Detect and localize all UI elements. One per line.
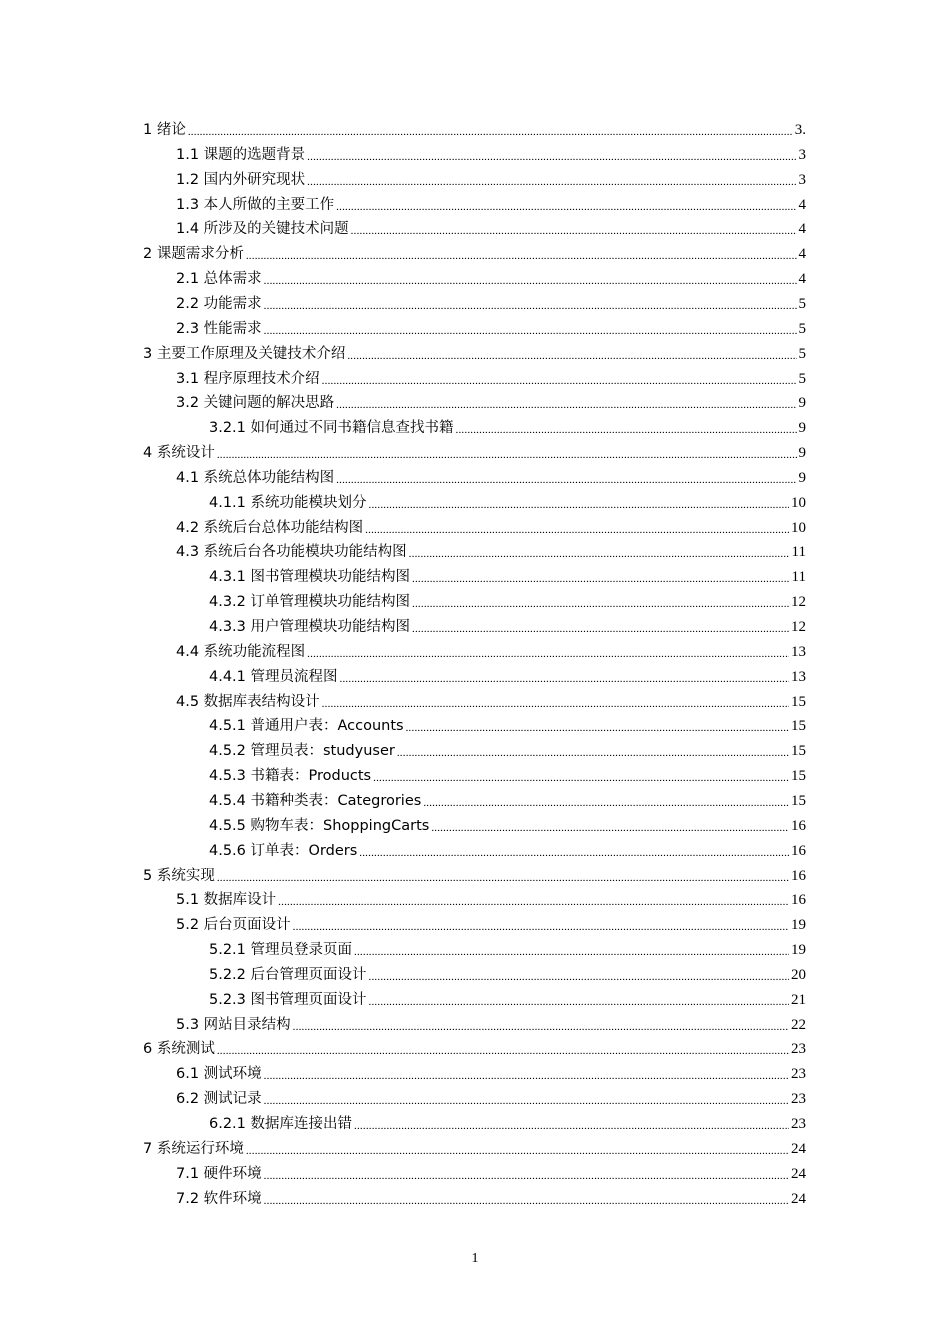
toc-dot-leader [354,1119,789,1133]
toc-entry[interactable] [176,539,806,561]
toc-dot-leader [246,1144,789,1158]
toc-entry[interactable] [176,515,806,537]
toc-dot-leader [217,1044,789,1058]
toc-entry[interactable] [143,1036,806,1058]
toc-entry-page: 24 [791,1165,806,1182]
toc-entry-page: 19 [791,942,806,959]
toc-entry-label: 6.2 测试记录 [176,1091,262,1108]
toc-entry[interactable] [176,1086,806,1108]
toc-entry[interactable] [176,366,806,388]
toc-entry-label: 3 主要工作原理及关键技术介绍 [143,345,346,362]
toc-entry-page: 9 [798,445,806,462]
toc-entry[interactable] [143,341,806,363]
toc-entry[interactable] [209,763,806,785]
toc-entry-label: 2.2 功能需求 [176,295,262,312]
toc-entry-label: 6.1 测试环境 [176,1066,262,1083]
toc-entry-label: 1.3 本人所做的主要工作 [176,196,335,213]
toc-entry-label: 5.1 数据库设计 [176,892,277,909]
toc-dot-leader [264,1194,789,1208]
toc-entry-label: 2 课题需求分析 [143,246,244,263]
toc-entry[interactable] [176,887,806,909]
toc-entry-label: 3.2.1 如何通过不同书籍信息查找书籍 [209,420,454,437]
toc-entry[interactable] [176,316,806,338]
toc-entry[interactable] [209,564,806,586]
toc-entry[interactable] [209,962,806,984]
toc-dot-leader [307,647,789,661]
toc-entry-page: 10 [791,494,806,511]
toc-dot-leader [293,920,789,934]
toc-entry-label: 1.4 所涉及的关键技术问题 [176,221,349,238]
toc-dot-leader [264,299,797,313]
toc-entry-page: 15 [791,718,806,735]
toc-entry-page: 5 [798,295,806,312]
toc-dot-leader [293,1020,789,1034]
toc-dot-leader [431,821,789,835]
toc-entry-label: 4.5.6 订单表：Orders [209,842,358,859]
toc-entry-page: 4 [798,271,806,288]
toc-entry-label: 4.5.5 购物车表：ShoppingCarts [209,817,430,834]
toc-entry-label: 7 系统运行环境 [143,1140,244,1157]
toc-entry-label: 4.5.4 书籍种类表：Categrories [209,792,422,809]
toc-entry[interactable] [143,440,806,462]
toc-entry-page: 13 [791,668,806,685]
toc-entry-label: 4.4.1 管理员流程图 [209,668,338,685]
toc-entry[interactable] [143,1136,806,1158]
toc-entry-label: 4.3.1 图书管理模块功能结构图 [209,569,411,586]
toc-entry-page: 21 [791,991,806,1008]
toc-entry-label: 5.2.3 图书管理页面设计 [209,991,367,1008]
toc-entry[interactable] [176,1186,806,1208]
toc-entry[interactable] [209,589,806,611]
toc-entry-page: 15 [791,792,806,809]
page-number: 1 [471,1251,479,1266]
toc-entry[interactable] [176,1161,806,1183]
toc-entry-page: 13 [791,643,806,660]
toc-entry[interactable] [209,838,806,860]
toc-entry-label: 1.1 课题的选题背景 [176,146,306,163]
toc-entry[interactable] [143,117,806,139]
toc-dot-leader [369,498,789,512]
toc-entry-label: 4 系统设计 [143,445,215,462]
toc-dot-leader [246,249,797,263]
toc-entry[interactable] [209,415,806,437]
toc-dot-leader [397,746,789,760]
toc-entry-page: 24 [791,1140,806,1157]
toc-entry-page: 9 [798,420,806,437]
toc-entry-page: 15 [791,768,806,785]
toc-entry[interactable] [143,241,806,263]
toc-entry-label: 4.5.1 普通用户表：Accounts [209,718,404,735]
toc-entry-page: 15 [791,693,806,710]
toc-entry-label: 7.1 硬件环境 [176,1165,262,1182]
toc-entry-page: 15 [791,743,806,760]
toc-dot-leader [347,349,796,363]
toc-entry[interactable] [176,266,806,288]
toc-entry-page: 4 [798,221,806,238]
toc-dot-leader [264,1169,789,1183]
toc-entry-label: 3.2 关键问题的解决思路 [176,395,335,412]
toc-entry-page: 4 [798,246,806,263]
toc-entry[interactable] [176,465,806,487]
toc-dot-leader [264,324,797,338]
toc-entry[interactable] [209,738,806,760]
toc-entry[interactable] [176,192,806,214]
toc-dot-leader [365,523,789,537]
toc-entry[interactable] [209,490,806,512]
toc-entry-page: 23 [791,1066,806,1083]
toc-entry-page: 9 [798,469,806,486]
toc-entry[interactable] [176,216,806,238]
toc-entry[interactable] [209,813,806,835]
toc-entry-page: 12 [791,594,806,611]
toc-entry[interactable] [176,912,806,934]
toc-dot-leader [264,1094,789,1108]
toc-dot-leader [423,796,789,810]
toc-dot-leader [322,697,789,711]
toc-entry-page: 9 [798,395,806,412]
toc-entry[interactable] [176,390,806,412]
toc-dot-leader [217,871,789,885]
toc-entry-label: 4.3 系统后台各功能模块功能结构图 [176,544,407,561]
toc-entry-label: 4.3.2 订单管理模块功能结构图 [209,594,411,611]
toc-entry-label: 5.2.2 后台管理页面设计 [209,966,367,983]
toc-entry-label: 4.4 系统功能流程图 [176,643,306,660]
toc-entry-page: 24 [791,1190,806,1207]
toc-entry-label: 4.1 系统总体功能结构图 [176,469,335,486]
toc-dot-leader [456,423,797,437]
toc-entry[interactable] [176,167,806,189]
toc-dot-leader [412,597,789,611]
toc-entry-label: 6 系统测试 [143,1041,215,1058]
toc-entry-label: 4.1.1 系统功能模块划分 [209,494,367,511]
toc-entry-page: 22 [791,1016,806,1033]
toc-entry[interactable] [209,937,806,959]
toc-dot-leader [307,175,796,189]
toc-entry-label: 5.3 网站目录结构 [176,1016,291,1033]
toc-entry-label: 4.5 数据库表结构设计 [176,693,320,710]
toc-entry-page: 5 [798,320,806,337]
toc-dot-leader [340,672,789,686]
toc-entry-label: 7.2 软件环境 [176,1190,262,1207]
toc-entry-label: 5.2 后台页面设计 [176,917,291,934]
toc-entry-page: 11 [791,544,806,561]
toc-entry[interactable] [209,664,806,686]
toc-entry-label: 4.3.3 用户管理模块功能结构图 [209,619,411,635]
toc-dot-leader [264,274,797,288]
toc-entry-page: 16 [791,817,806,834]
toc-entry-label: 4.5.2 管理员表：studyuser [209,743,395,760]
toc-entry[interactable] [176,291,806,313]
toc-dot-leader [336,200,796,214]
toc-dot-leader [307,150,796,164]
toc-entry-page: 3. [794,122,806,138]
toc-entry[interactable] [143,863,806,885]
toc-entry-page: 4 [798,196,806,213]
toc-entry-page: 5 [798,345,806,362]
toc-entry-page: 23 [791,1041,806,1058]
toc-dot-leader [217,448,797,462]
toc-entry-page: 12 [791,619,806,635]
toc-entry-page: 16 [791,867,806,884]
toc-entry-page: 11 [791,569,806,586]
toc-entry-page: 5 [798,370,806,387]
toc-entry-label: 1 绪论 [143,122,186,138]
toc-entry-page: 23 [791,1116,806,1132]
toc-entry-page: 20 [791,966,806,983]
toc-dot-leader [412,572,790,586]
toc-entry-label: 3.1 程序原理技术介绍 [176,370,320,387]
toc-dot-leader [264,1069,789,1083]
toc-dot-leader [336,473,796,487]
toc-entry-label: 4.5.3 书籍表：Products [209,768,372,785]
toc-entry-label: 2.1 总体需求 [176,271,262,288]
toc-dot-leader [354,945,789,959]
toc-entry[interactable] [209,1111,806,1133]
toc-entry[interactable] [176,1012,806,1034]
toc-entry-page: 10 [791,519,806,536]
toc-dot-leader [369,995,789,1009]
toc-entry[interactable] [176,1061,806,1083]
toc-dot-leader [188,125,793,139]
toc-entry-page: 3 [798,171,806,188]
toc-entry[interactable] [209,987,806,1009]
toc-entry-label: 1.2 国内外研究现状 [176,171,306,188]
toc-dot-leader [406,721,789,735]
toc-dot-leader [369,970,789,984]
toc-entry-label: 6.2.1 数据库连接出错 [209,1116,353,1132]
toc-entry[interactable] [176,689,806,711]
toc-dot-leader [409,547,790,561]
toc-entry-label: 5 系统实现 [143,867,215,884]
toc-entry-label: 2.3 性能需求 [176,320,262,337]
toc-dot-leader [322,374,797,388]
toc-entry[interactable] [209,614,806,636]
toc-entry[interactable] [209,788,806,810]
toc-dot-leader [373,771,789,785]
toc-dot-leader [336,398,796,412]
toc-dot-leader [412,622,789,636]
toc-entry-label: 5.2.1 管理员登录页面 [209,942,353,959]
toc-dot-leader [278,895,789,909]
toc-entry-page: 16 [791,842,806,859]
toc-entry-page: 3 [798,146,806,163]
toc-entry-page: 16 [791,892,806,909]
toc-dot-leader [359,846,789,860]
toc-entry[interactable] [176,142,806,164]
toc-entry-label: 4.2 系统后台总体功能结构图 [176,519,364,536]
toc-entry[interactable] [176,639,806,661]
toc-entry-page: 19 [791,917,806,934]
toc-entry[interactable] [209,713,806,735]
toc-entry-page: 23 [791,1091,806,1108]
toc-dot-leader [351,224,797,238]
